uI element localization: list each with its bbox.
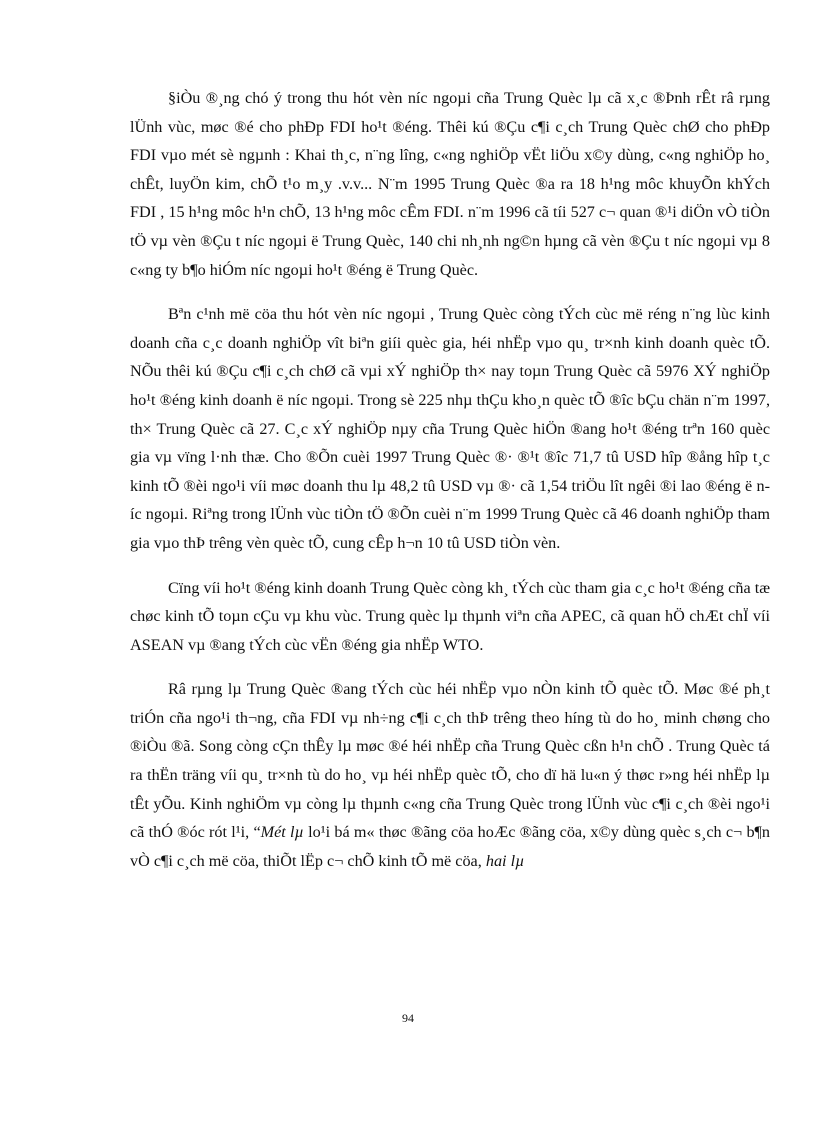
paragraph-4-text-continued: lo¹i bá m« thøc ®ãng cöa hoÆc ®ãng cöa, x©y dùng quèc s¸ch c¬ b¶n vÒ c¶i c¸ch më cöa, thiÕt lËp c¬ chÕ kinh tÕ më cöa, <box>130 823 770 870</box>
paragraph-3-text: Cïng víi ho¹t ®éng kinh doanh Trung Quèc còng kh¸ tÝch cùc tham gia c¸c ho¹t ®éng cña tæ chøc kinh tÕ toµn cÇu vµ khu vùc. Trung quèc lµ thµnh viªn cña APEC, cã quan hÖ chÆt chÏ víi ASEAN vµ ®ang tÝch cùc vËn ®éng gia nhËp WTO. <box>130 578 770 654</box>
paragraph-2 <box>130 300 770 557</box>
paragraph-1-text: §iÒu ®¸ng chó ý trong thu hót vèn níc ngoµi cña Trung Quèc lµ cã x¸c ®Þnh rÊt râ rµng lÜnh vùc, møc ®é cho phÐp FDI ho¹t ®éng. Thêi kú ®Çu c¶i c¸ch Trung Quèc chØ cho phÐp FDI vµo mét sè ngµnh : Khai th¸c, n¨ng lîng, c«ng nghiÖp vËt liÖu x©y dùng, c«ng nghiÖp ho¸ chÊt, luyÖn kim, chÕ t¹o m¸y .v.v... N¨m 1995 Trung Quèc ®a ra 18 h¹ng môc khuyÕn khÝch FDI , 15 h¹ng môc h¹n chÕ, 13 h¹ng môc cÊm FDI. n¨m 1996 cã tíi 527 c¬ quan ®¹i diÖn vÒ tiÒn tÖ vµ vèn ®Çu t níc ngoµi ë Trung Quèc, 140 chi nh¸nh ng©n hµng cã vèn ®Çu t níc ngoµi vµ 8 c«ng ty b¶o hiÓm níc ngoµi ho¹t ®éng ë Trung Quèc. <box>130 89 770 279</box>
paragraph-4-italic: Mét lµ <box>260 823 304 842</box>
paragraph-2-text: Bªn c¹nh më cöa thu hót vèn níc ngoµi , Trung Quèc còng tÝch cùc më réng n¨ng lùc kinh doanh cña c¸c doanh nghiÖp vît biªn giíi quèc gia, héi nhËp vµo qu¸ tr×nh kinh doanh quèc tÕ. NÕu thêi kú ®Çu c¶i c¸ch chØ cã vµi xÝ nghiÖp th× nay toµn Trung Quèc cã 5976 XÝ nghiÖp ho¹t ®éng kinh doanh ë níc ngoµi. Trong sè 225 nhµ thÇu kho¸n quèc tÕ ®îc bÇu chän n¨m 1997, th× Trung Quèc cã 27. C¸c xÝ nghiÖp nµy cña Trung Quèc hiÖn ®ang ho¹t ®éng trªn 160 quèc gia vµ vïng l·nh thæ. Cho ®Õn cuèi 1997 Trung Quèc ®· ®¹t ®îc 71,7 tû USD hîp ®ång hîp t¸c kinh tÕ ®èi ngo¹i víi møc doanh thu lµ 48,2 tû USD vµ ®· cã 1,54 triÖu lît ngêi ®i lao ®éng ë níc ngoµi. Riªng trong lÜnh vùc tiÒn tÖ ®Õn cuèi n¨m 1999 Trung Quèc cã 46 doanh nghiÖp tham gia vµo thÞ trêng vèn quèc tÕ, cung cÊp h¬n 10 tû USD tiÒn vèn. <box>130 305 770 552</box>
body-text <box>130 84 770 891</box>
paragraph-3 <box>130 574 770 660</box>
page-number: 94 <box>402 1011 414 1025</box>
paragraph-4 <box>130 675 770 875</box>
paragraph-4-text: Râ rµng lµ Trung Quèc ®ang tÝch cùc héi nhËp vµo nÒn kinh tÕ quèc tÕ. Møc ®é ph¸t triÓn cña ngo¹i th¬ng, cña FDI vµ nh÷ng c¶i c¸ch thÞ trêng theo híng tù do ho¸ minh chøng cho ®iÒu ®ã. Song còng cÇn thÊy lµ møc ®é héi nhËp cña Trung Quèc cßn h¹n chÕ . Trung Quèc tá ra thËn träng víi qu¸ tr×nh tù do ho¸ vµ héi nhËp quèc tÕ, cho dï hä lu«n ý thøc r»ng héi nhËp lµ tÊt yÕu. Kinh nghiÖm vµ còng lµ thµnh c«ng cña Trung Quèc trong lÜnh vùc c¶i c¸ch ®èi ngo¹i cã thÓ ®óc rót l¹i, “ <box>130 680 770 842</box>
paragraph-4-italic-end: hai lµ <box>485 851 525 870</box>
paragraph-1 <box>130 84 770 284</box>
